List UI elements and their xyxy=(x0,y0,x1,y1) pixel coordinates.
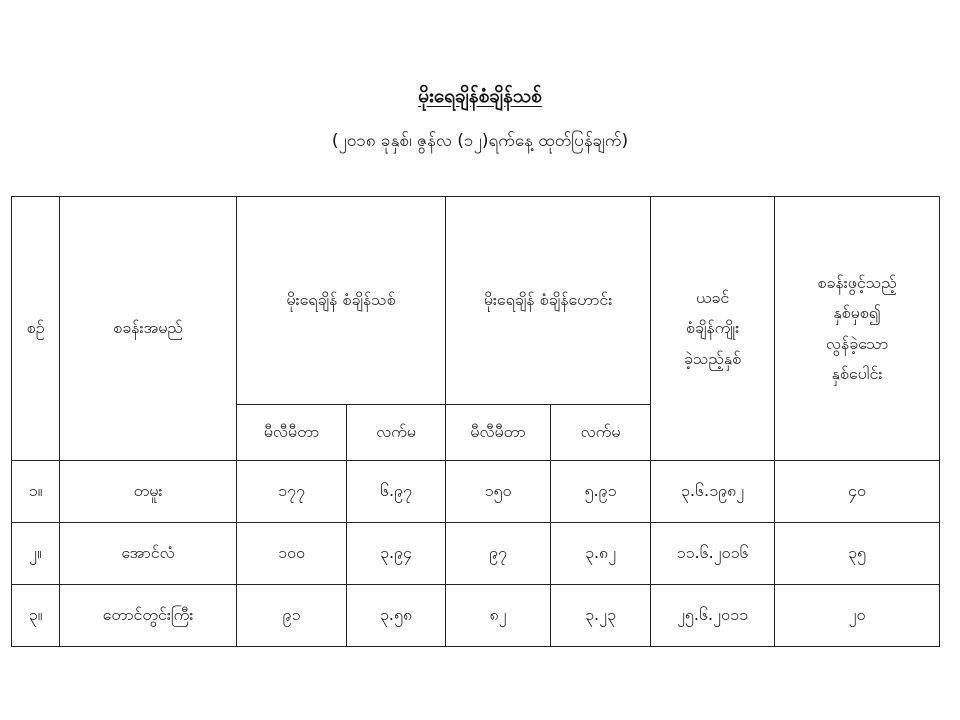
subheader-inch-old: လက်မ xyxy=(551,405,651,461)
table-row xyxy=(12,523,940,585)
cell-no: ၁။ xyxy=(12,461,60,523)
cell-new-inch: ၃.၉၄ xyxy=(347,523,446,585)
header-years-line: နှစ်ပေါင်း xyxy=(831,363,883,383)
header-years-line: နှစ်မှစ၍ xyxy=(833,303,881,323)
header-prev-year-line: ယခင် xyxy=(695,287,730,307)
header-new-record: မိုးရေချိန် စံချိန်သစ် xyxy=(237,197,446,405)
cell-prev-year: ၃.၆.၁၉၈၂ xyxy=(651,461,775,523)
header-years-line: စခန်းဖွင့်သည့် xyxy=(817,272,897,292)
cell-old-mm: ၁၅၀ xyxy=(446,461,551,523)
subheader-mm-new: မီလီမီတာ xyxy=(237,405,347,461)
header-previous-record-year xyxy=(651,197,775,461)
cell-new-inch: ၃.၅၈ xyxy=(347,585,446,647)
header-station: စခန်းအမည် xyxy=(60,197,237,461)
header-years-line: လွန်ခဲ့သော xyxy=(825,333,889,353)
cell-old-inch: ၃.၂၃ xyxy=(551,585,651,647)
cell-new-mm: ၁၀၀ xyxy=(237,523,347,585)
header-prev-year-line: စံချိန်ကျိုး xyxy=(685,318,740,338)
cell-old-mm: ၈၂ xyxy=(446,585,551,647)
cell-station: တောင်တွင်းကြီး xyxy=(60,585,237,647)
cell-old-inch: ၃.၈၂ xyxy=(551,523,651,585)
cell-old-inch: ၅.၉၁ xyxy=(551,461,651,523)
cell-new-mm: ၁၇၇ xyxy=(237,461,347,523)
rainfall-record-table xyxy=(11,196,940,647)
cell-years: ၃၅ xyxy=(775,523,940,585)
header-prev-year-line: ခဲ့သည့်နှစ် xyxy=(683,348,742,368)
cell-station: အောင်လံ xyxy=(60,523,237,585)
cell-prev-year: ၂၅.၆.၂၀၁၁ xyxy=(651,585,775,647)
table-row xyxy=(12,585,940,647)
cell-new-inch: ၆.၉၇ xyxy=(347,461,446,523)
page-title xyxy=(0,84,960,112)
cell-years: ၄၀ xyxy=(775,461,940,523)
subheader-mm-old: မီလီမီတာ xyxy=(446,405,551,461)
cell-no: ၃။ xyxy=(12,585,60,647)
page-title-text: မိုးရေချိန်စံချိန်သစ် xyxy=(418,85,542,107)
cell-years: ၂၀ xyxy=(775,585,940,647)
header-no: စဉ် xyxy=(12,197,60,461)
cell-old-mm: ၉၇ xyxy=(446,523,551,585)
header-row xyxy=(12,197,940,405)
subheader-inch-new: လက်မ xyxy=(347,405,446,461)
cell-station: တမူး xyxy=(60,461,237,523)
header-old-record: မိုးရေချိန် စံချိန်ဟောင်း xyxy=(446,197,651,405)
cell-prev-year: ၁၁.၆.၂၀၁၆ xyxy=(651,523,775,585)
header-years-since-opening xyxy=(775,197,940,461)
cell-new-mm: ၉၁ xyxy=(237,585,347,647)
table-row xyxy=(12,461,940,523)
page-subtitle: (၂၀၁၈ ခုနှစ်၊ ဇွန်လ (၁၂)ရက်နေ့ ထုတ်ပြန်ချက်) xyxy=(331,131,629,151)
cell-no: ၂။ xyxy=(12,523,60,585)
